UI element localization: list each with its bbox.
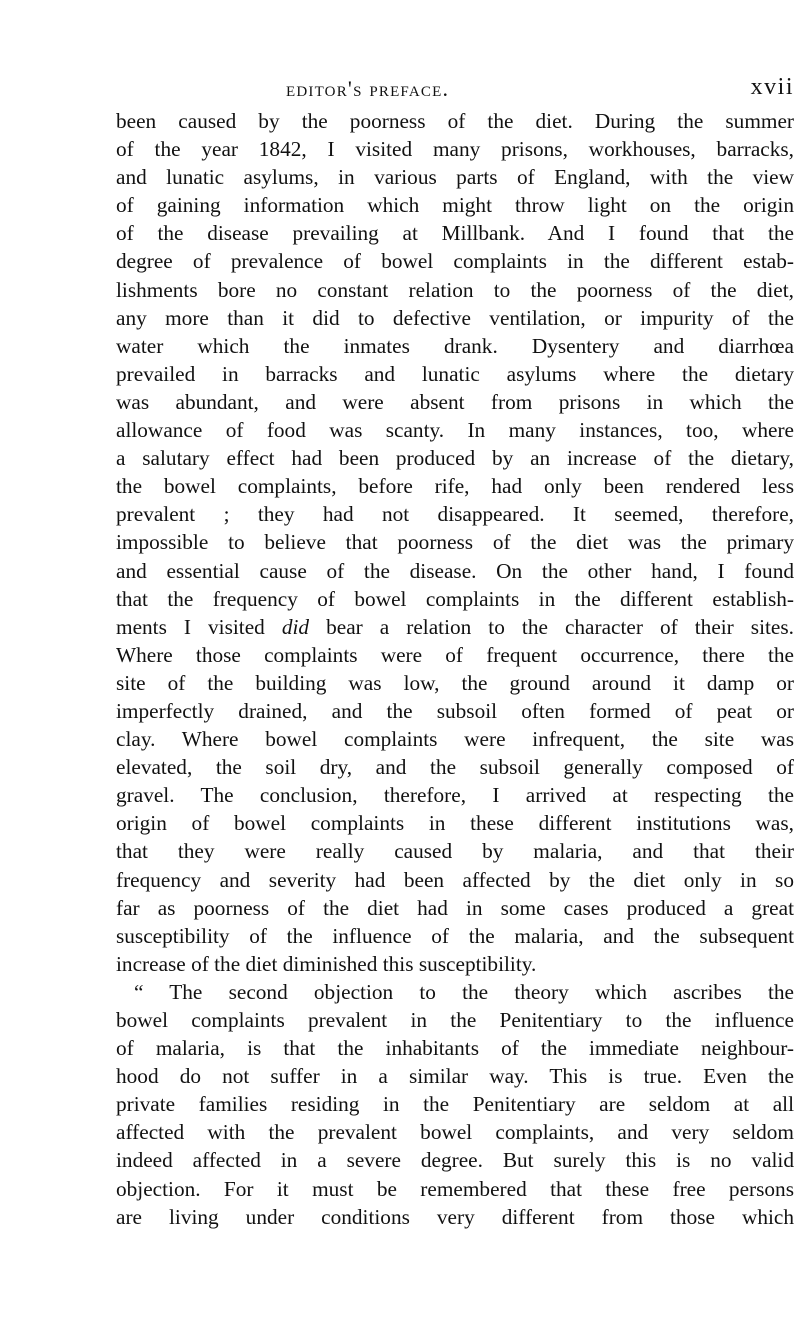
line-segment: bear a relation to the character of their sites.: [309, 614, 794, 639]
text-line: private families residing in the Penitentiary are seldom at all: [116, 1092, 794, 1117]
text-line: prevailed in barracks and lunatic asylums where the dietary: [116, 361, 794, 386]
page-number: xvii: [750, 74, 794, 100]
paragraph-start-line: “ The second objection to the theory which ascribes the: [134, 979, 794, 1004]
text-line: Where those complaints were of frequent occurrence, there the: [116, 642, 794, 667]
text-line: of the year 1842, I visited many prisons, workhouses, barracks,: [116, 137, 794, 162]
text-line: been caused by the poorness of the diet. During the summer: [116, 109, 794, 133]
text-line-with-emphasis: [116, 613, 794, 641]
text-line: and essential cause of the disease. On the other hand, I found: [116, 558, 794, 583]
text-line: water which the inmates drank. Dysentery and diarrhœa: [116, 333, 794, 358]
text-line: origin of bowel complaints in these different institutions was,: [116, 811, 794, 836]
text-line: imperfectly drained, and the subsoil often formed of peat or: [116, 698, 794, 723]
text-line: susceptibility of the influence of the malaria, and the subsequent: [116, 923, 794, 948]
text-line: bowel complaints prevalent in the Penitentiary to the influence: [116, 1008, 794, 1032]
text-line: impossible to believe that poorness of the diet was the primary: [116, 530, 794, 555]
text-line: and lunatic asylums, in various parts of England, with the view: [116, 165, 794, 190]
running-head: [116, 72, 794, 106]
body-text: [116, 107, 794, 1231]
running-title: editor's preface.: [286, 76, 450, 101]
text-line: any more than it did to defective ventilation, or impurity of the: [116, 305, 794, 330]
text-line: prevalent ; they had not disappeared. It seemed, therefore,: [116, 502, 794, 527]
text-line: gravel. The conclusion, therefore, I arrived at respecting the: [116, 783, 794, 808]
line-segment: ments I visited: [116, 614, 282, 639]
text-line: was abundant, and were absent from prisons in which the: [116, 389, 794, 414]
text-line: allowance of food was scanty. In many instances, too, where: [116, 418, 794, 443]
paragraph-end-line: increase of the diet diminished this susceptibility.: [116, 951, 537, 976]
text-line: elevated, the soil dry, and the subsoil generally composed of: [116, 755, 794, 780]
text-line: degree of prevalence of bowel complaints in the different estab-: [116, 249, 794, 274]
text-line: far as poorness of the diet had in some cases produced a great: [116, 895, 794, 920]
text-line: objection. For it must be remembered that these free persons: [116, 1176, 794, 1201]
emphasis-word: did: [281, 614, 310, 639]
text-line: that the frequency of bowel complaints in the different establish-: [116, 586, 794, 611]
text-line: clay. Where bowel complaints were infrequent, the site was: [116, 727, 794, 752]
text-line: frequency and severity had been affected by the diet only in so: [116, 867, 794, 892]
text-line: of gaining information which might throw light on the origin: [116, 193, 794, 218]
text-line: a salutary effect had been produced by an increase of the dietary,: [116, 446, 794, 471]
text-line: of malaria, is that the inhabitants of the immediate neighbour-: [116, 1036, 794, 1061]
text-line: that they were really caused by malaria, and that their: [116, 839, 794, 864]
text-line: hood do not suffer in a similar way. This is true. Even the: [116, 1064, 794, 1089]
text-line: indeed affected in a severe degree. But surely this is no valid: [116, 1148, 794, 1173]
text-line: lishments bore no constant relation to the poorness of the diet,: [116, 277, 794, 302]
text-line: affected with the prevalent bowel complaints, and very seldom: [116, 1120, 794, 1145]
text-line: of the disease prevailing at Millbank. And I found that the: [116, 221, 794, 246]
text-line: are living under conditions very different from those which: [116, 1204, 794, 1229]
text-line: the bowel complaints, before rife, had only been rendered less: [116, 474, 794, 499]
text-line: site of the building was low, the ground around it damp or: [116, 670, 794, 695]
